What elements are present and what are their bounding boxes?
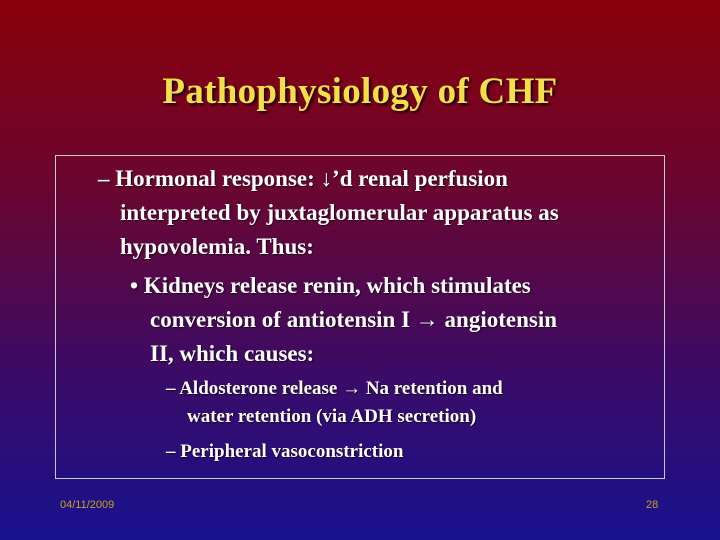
bullet-aldosterone: – Aldosterone release → Na retention and	[166, 378, 503, 399]
bullet-vasoconstriction: – Peripheral vasoconstriction	[166, 441, 404, 462]
bullet-renin-release-cont-2: II, which causes:	[150, 341, 315, 366]
bullet-renin-release: • Kidneys release renin, which stimulates	[130, 273, 531, 298]
footer-page-number: 28	[646, 499, 659, 511]
footer-date: 04/11/2009	[60, 499, 115, 511]
slide-title: Pathophysiology of CHF	[162, 71, 558, 112]
bullet-hormonal-response-cont-1: interpreted by juxtaglomerular apparatus as	[120, 200, 559, 225]
bullet-hormonal-response: – Hormonal response: ↓’d renal perfusion	[98, 166, 508, 191]
bullet-renin-release-cont-1: conversion of antiotensin I → angiotensin	[150, 307, 558, 332]
bullet-aldosterone-cont: water retention (via ADH secretion)	[187, 406, 477, 427]
bullet-hormonal-response-cont-2: hypovolemia. Thus:	[120, 234, 314, 259]
